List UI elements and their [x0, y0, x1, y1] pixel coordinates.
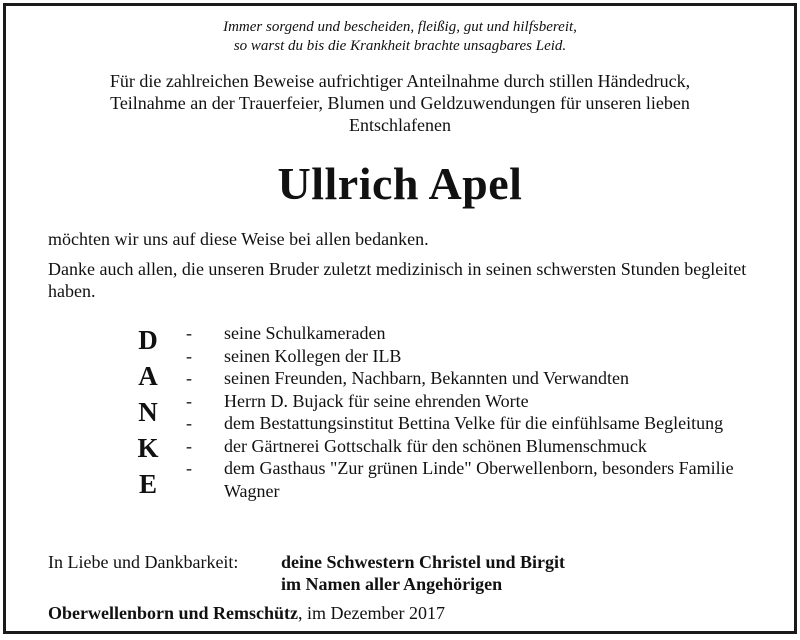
list-item-text: Herrn D. Bujack für seine ehrenden Worte — [224, 390, 529, 411]
list-dash: - — [186, 413, 192, 433]
signer-line: im Namen aller Angehörigen — [281, 574, 503, 594]
list-item — [184, 390, 744, 413]
list-item-text: seinen Kollegen der ILB — [224, 345, 402, 366]
place-date-text: , im Dezember 2017 — [298, 603, 445, 623]
signers — [281, 551, 565, 595]
list-dash: - — [186, 345, 192, 366]
intro-line: Für die zahlreichen Beweise aufrichtiger Anteilnahme durch stillen Händedruck, — [109, 71, 691, 91]
thanks-list — [184, 322, 744, 502]
place-location: Oberwellenborn und Remschütz — [48, 603, 299, 623]
danke-letter: N — [138, 397, 158, 427]
thanks-paragraph: Danke auch allen, die unseren Bruder zuletzt medizinisch in seinen schwersten Stunden begleitet haben. — [48, 259, 747, 301]
list-item-text: dem Gasthaus "Zur grünen Linde" Oberwellenborn, besonders Familie Wagner — [224, 458, 734, 501]
intro-line: Teilnahme an der Trauerfeier, Blumen und Geldzuwendungen für unseren lieben — [110, 93, 690, 113]
danke-letter: A — [138, 361, 158, 391]
list-dash: - — [186, 458, 192, 478]
danke-letter: K — [137, 433, 159, 463]
obituary-notice — [3, 3, 797, 634]
list-dash: - — [186, 390, 192, 411]
list-item-text: seine Schulkameraden — [224, 323, 386, 343]
intro-text — [46, 70, 754, 136]
list-item — [184, 367, 744, 390]
list-item — [184, 457, 744, 502]
list-item — [184, 322, 744, 345]
motto-line: Immer sorgend und bescheiden, fleißig, gut und hilfsbereit, — [223, 19, 577, 35]
motto-line: so warst du bis die Krankheit brachte unsagbares Leid. — [233, 38, 567, 54]
intro-line: Entschlafenen — [349, 115, 451, 135]
thanks-paragraph: möchten wir uns auf diese Weise bei allen bedanken. — [48, 229, 429, 249]
danke-letter: D — [138, 325, 158, 355]
list-dash: - — [186, 368, 192, 388]
list-item-text: dem Bestattungsinstitut Bettina Velke für die einfühlsame Begleitung — [224, 413, 724, 433]
list-item — [184, 345, 744, 368]
signer-line: deine Schwestern Christel und Birgit — [281, 552, 566, 572]
place-date — [48, 602, 445, 624]
list-dash: - — [186, 435, 192, 456]
list-item — [184, 435, 744, 458]
list-item-text: seinen Freunden, Nachbarn, Bekannten und Verwandten — [224, 368, 630, 388]
thanks-text — [48, 228, 770, 310]
danke-vertical-word — [133, 322, 163, 502]
motto-verse — [6, 18, 794, 56]
list-item — [184, 412, 744, 435]
list-dash: - — [186, 323, 192, 343]
closing-label: In Liebe und Dankbarkeit: — [48, 552, 239, 572]
deceased-name: Ullrich Apel — [277, 158, 523, 209]
list-item-text: der Gärtnerei Gottschalk für den schönen Blumenschmuck — [224, 435, 647, 456]
danke-letter: E — [138, 469, 157, 499]
